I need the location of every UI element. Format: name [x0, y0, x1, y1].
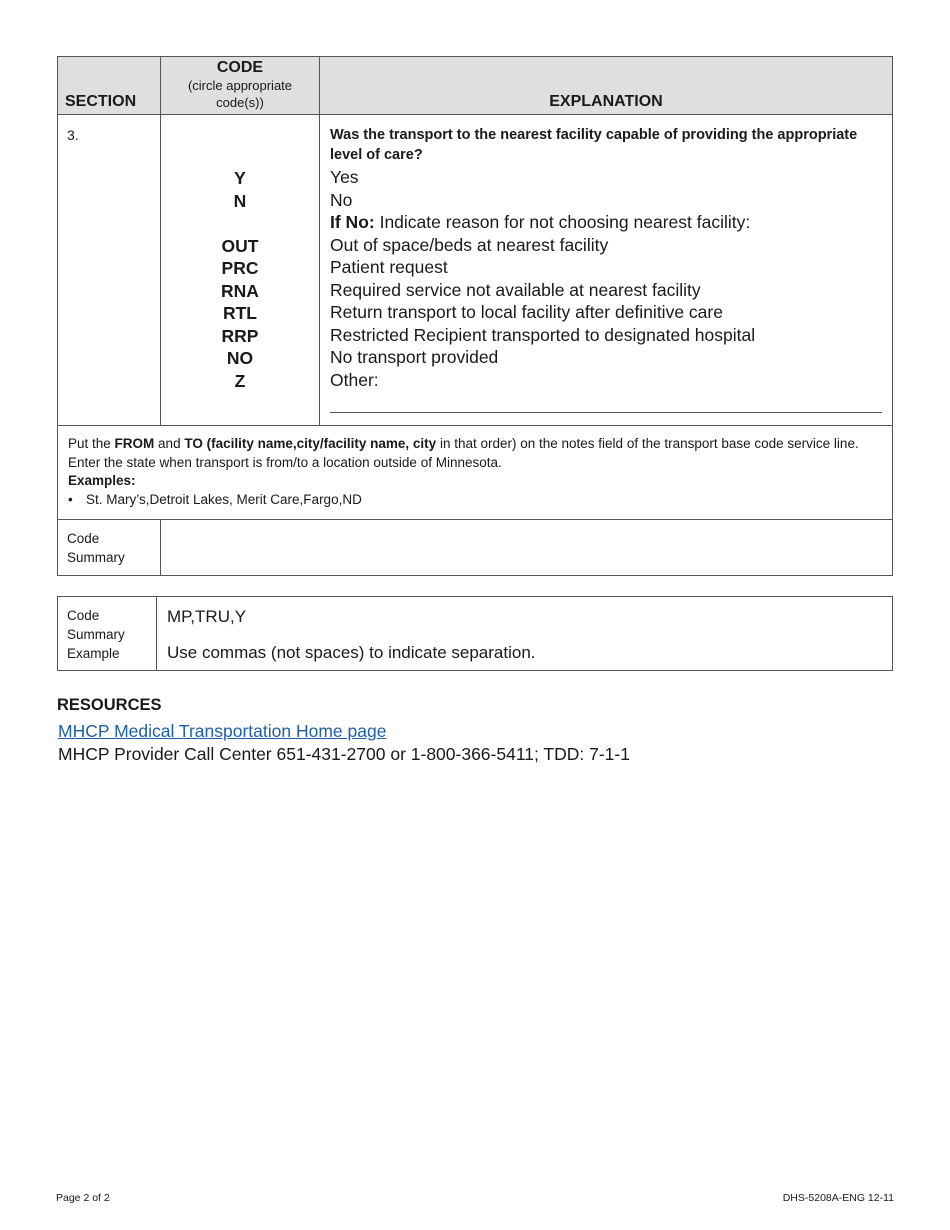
explanation-header: EXPLANATION	[320, 57, 893, 115]
code-rrp: RRP	[221, 325, 259, 346]
note-cell	[58, 426, 893, 520]
note-line-2: Enter the state when transport is from/to a location outside of Minnesota.	[68, 454, 502, 470]
explanation-rrp: Restricted Recipient transported to designated hospital	[330, 324, 756, 345]
form-page	[57, 56, 893, 766]
examples-label: Examples:	[68, 473, 136, 488]
section-number: 3.	[58, 115, 161, 426]
example-item: • St. Mary’s,Detroit Lakes, Merit Care,Fargo,ND	[68, 491, 882, 510]
examples-list	[68, 491, 882, 510]
example-instruction: Use commas (not spaces) to indicate separation.	[167, 643, 536, 662]
explanation-prc: Patient request	[330, 257, 448, 277]
code-table	[57, 56, 893, 576]
form-id: DHS-5208A-ENG 12-11	[782, 1192, 894, 1204]
code-header-subtitle-2: code(s))	[216, 95, 264, 110]
other-fill-in-line[interactable]	[330, 392, 882, 413]
explanation-rna: Required service not available at nearest facility	[330, 279, 701, 300]
explanation-no: No	[330, 189, 353, 210]
code-rtl: RTL	[222, 303, 258, 323]
explanation-out: Out of space/beds at nearest facility	[330, 234, 609, 255]
if-no-label: If No:	[330, 212, 375, 232]
note-line-1: Put the FROM and TO (facility name,city/facility name, city in that order) on the notes field of the transport base code service line.	[68, 436, 859, 451]
code-column	[161, 115, 320, 426]
if-no-instruction	[330, 211, 882, 234]
code-summary-label: Code Summary	[58, 520, 161, 576]
code-header	[161, 57, 320, 115]
code-summary-example-label: Code Summary Example	[58, 597, 157, 671]
page-number: Page 2 of 2	[56, 1192, 110, 1204]
code-rna: RNA	[221, 280, 259, 301]
note-row	[58, 426, 893, 520]
resources-heading: RESOURCES	[57, 696, 162, 714]
code-z: Z	[234, 370, 246, 391]
explanation-column	[320, 115, 893, 426]
explanation-other: Other:	[330, 369, 379, 390]
section-header: SECTION	[58, 57, 161, 115]
code-no: NO	[226, 348, 254, 368]
code-y: Y	[234, 168, 246, 188]
code-summary-example-value	[157, 597, 893, 671]
mhcp-transportation-link[interactable]: MHCP Medical Transportation Home page	[58, 721, 387, 741]
question-text: Was the transport to the nearest facility capable of providing the appropriate level of care?	[330, 127, 858, 163]
table-header-row	[58, 57, 893, 115]
code-summary-example-box	[57, 596, 893, 671]
example-code-value: MP,TRU,Y	[167, 607, 247, 626]
explanation-rtl: Return transport to local facility after definitive care	[330, 302, 723, 322]
code-summary-row	[58, 520, 893, 576]
section-3-row	[58, 115, 893, 426]
resources-section	[57, 696, 893, 766]
code-header-title: CODE	[216, 59, 264, 76]
code-header-subtitle-1: (circle appropriate	[187, 78, 293, 93]
code-summary-field[interactable]	[161, 520, 893, 576]
code-out: OUT	[221, 235, 259, 256]
call-center-text: MHCP Provider Call Center 651-431-2700 or 1-800-366-5411; TDD: 7-1-1	[58, 744, 630, 764]
if-no-text: Indicate reason for not choosing nearest facility:	[374, 212, 751, 232]
code-prc: PRC	[221, 258, 259, 278]
explanation-yes: Yes	[330, 167, 359, 187]
code-n: N	[233, 190, 247, 211]
explanation-no-transport: No transport provided	[330, 347, 499, 367]
